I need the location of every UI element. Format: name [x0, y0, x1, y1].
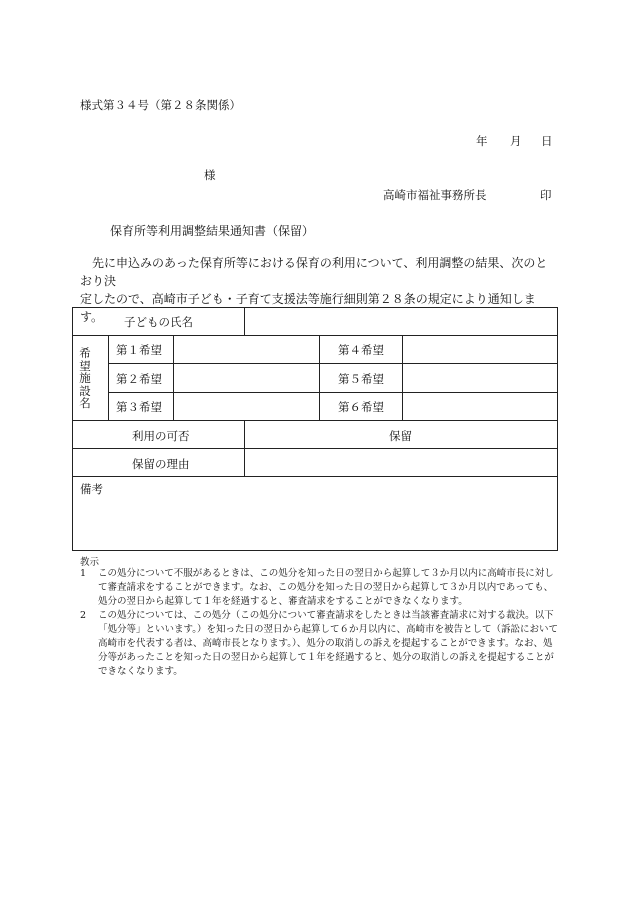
form-number: 様式第３４号（第２８条関係）: [80, 98, 241, 112]
choice-3-field[interactable]: [175, 393, 318, 420]
date-year-label: 年: [476, 134, 488, 148]
seal-mark: 印: [540, 188, 552, 202]
remarks-field[interactable]: [73, 497, 557, 549]
child-name-field[interactable]: [246, 308, 556, 334]
date-day-label: 日: [541, 134, 553, 148]
choice-4-label: 第４希望: [338, 343, 384, 357]
addressee-suffix: 様: [204, 168, 216, 182]
note-item-2: [80, 609, 560, 679]
issuer-name: 高崎市福祉事務所長: [383, 188, 487, 202]
note-text: この処分について不服があるときは、この処分を知った日の翌日から起算して３か月以内に高崎市長に対して審査請求をすることができます。なお、この処分を知った日の翌日から起算して３か月以内であっても、処分の翌日から起算して１年を経過すると、審査請求をすることができなくなります。: [98, 568, 554, 607]
usage-label: 利用の可否: [132, 429, 190, 443]
choice-1-field[interactable]: [175, 336, 318, 363]
choice-3-label: 第３希望: [116, 400, 162, 414]
date-month-label: 月: [510, 134, 522, 148]
note-number: 2: [80, 610, 87, 621]
notes-heading: 教示: [80, 557, 100, 568]
intro-line-2: 定したので、高崎市子ども・子育て支援法等施行細則第２８条の規定により通知します。: [80, 292, 536, 324]
note-item-1: [80, 567, 560, 609]
child-name-label: 子どもの氏名: [124, 315, 193, 329]
document-title: 保育所等利用調整結果通知書（保留）: [110, 224, 315, 238]
choice-4-field[interactable]: [404, 336, 556, 363]
notes-list: [80, 567, 560, 679]
note-number: 1: [80, 568, 87, 579]
choice-6-label: 第６希望: [338, 400, 384, 414]
choice-2-field[interactable]: [175, 364, 318, 392]
choice-5-label: 第５希望: [338, 372, 384, 386]
usage-value: 保留: [389, 429, 412, 443]
choice-6-field[interactable]: [404, 393, 556, 420]
facility-group-label: 希望施設名: [79, 346, 91, 410]
choice-5-field[interactable]: [404, 364, 556, 392]
reason-label: 保留の理由: [132, 457, 190, 471]
remarks-label: 備考: [80, 482, 103, 496]
intro-line-1: 先に申込みのあった保育所等における保育の利用について、利用調整の結果、次のとおり決: [80, 256, 548, 288]
form-table: [72, 307, 558, 551]
note-text: この処分については、この処分（この処分について審査請求をしたときは当該審査請求に対する裁決。以下「処分等」といいます。）を知った日の翌日から起算して６か月以内に、高崎市を被告として（訴訟において高崎市を代表する者は、高崎市長となります。）、処分の取消しの訴えを提起することができます。なお、処分等があったことを知った日の翌日から起算して１年を経過すると、処分の取消しの訴えを提起することができなくなります。: [98, 610, 558, 677]
choice-2-label: 第２希望: [116, 372, 162, 386]
reason-field[interactable]: [246, 449, 556, 476]
choice-1-label: 第１希望: [116, 343, 162, 357]
